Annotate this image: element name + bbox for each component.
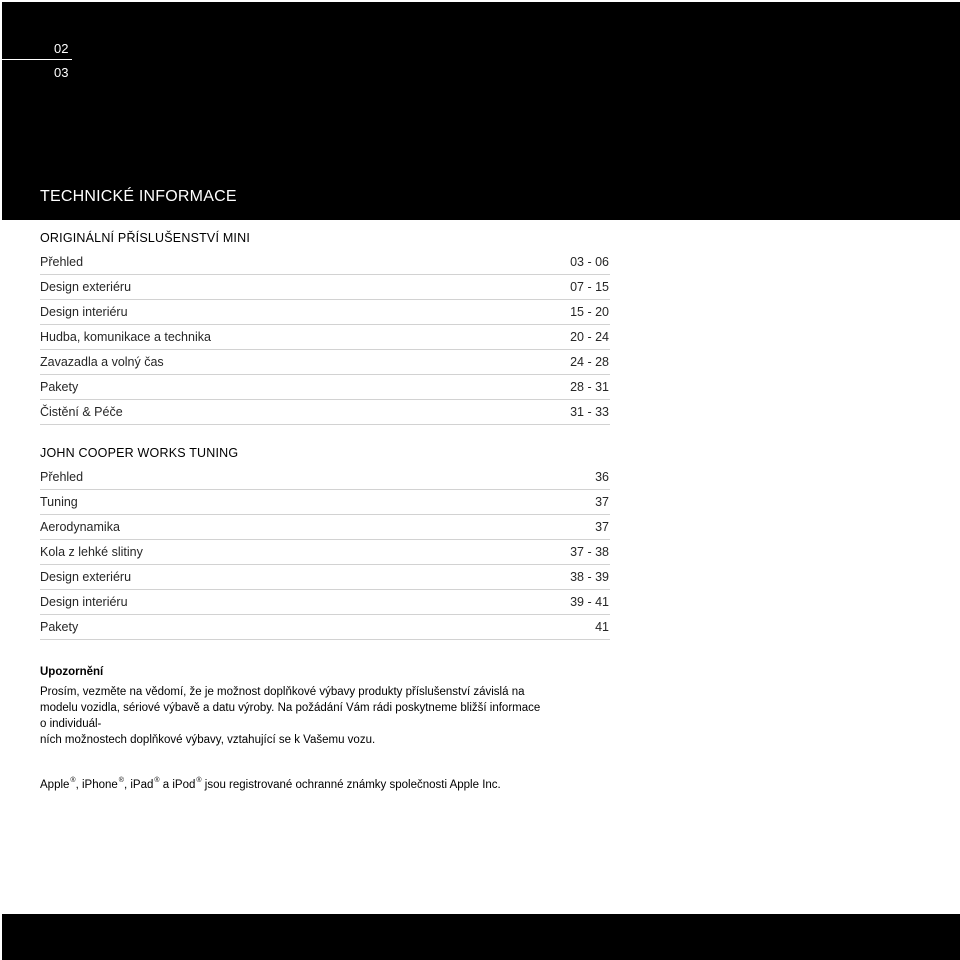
trademark-apple: Apple: [40, 779, 70, 791]
registered-mark: ®: [196, 777, 202, 784]
trademark-iphone: iPhone: [81, 779, 118, 791]
toc-label: Hudba, komunikace a technika: [40, 330, 211, 344]
toc-label: Pakety: [40, 620, 79, 634]
trademark-separator: ,: [75, 779, 82, 791]
toc-row: [40, 250, 610, 275]
toc-pages: 36: [595, 470, 609, 484]
toc-pages: 07 - 15: [570, 280, 609, 294]
notice-title: Upozornění: [40, 666, 104, 678]
toc-label: Čistění & Péče: [40, 405, 123, 419]
toc-pages: 24 - 28: [570, 355, 609, 369]
toc-section-mini: [40, 226, 610, 425]
toc-label: Design interiéru: [40, 595, 128, 609]
toc-pages: 37 - 38: [570, 545, 609, 559]
toc-row: [40, 490, 610, 515]
section-heading: JOHN COOPER WORKS TUNING: [40, 446, 239, 460]
registered-mark: ®: [70, 777, 76, 784]
notice-line: ních možnostech doplňkové výbavy, vztahující se k Vašemu vozu.: [40, 734, 376, 746]
toc-row: [40, 400, 610, 425]
toc-label: Pakety: [40, 380, 79, 394]
toc-row: [40, 590, 610, 615]
toc-pages: 28 - 31: [570, 380, 609, 394]
toc-row: [40, 515, 610, 540]
toc-label: Tuning: [40, 495, 78, 509]
toc-row: [40, 375, 610, 400]
trademark-ipad: iPad: [130, 779, 154, 791]
notice-block: [40, 664, 620, 748]
notice-body: [40, 684, 620, 748]
notice-line: modelu vozidla, sériové výbavě a datu výroby. Na požádání Vám rádi poskytneme bližší informace: [40, 702, 541, 714]
toc-label: Zavazadla a volný čas: [40, 355, 164, 369]
toc-pages: 38 - 39: [570, 570, 609, 584]
toc-row: [40, 615, 610, 640]
toc-pages: 15 - 20: [570, 305, 609, 319]
page-title: TECHNICKÉ INFORMACE: [40, 188, 237, 205]
registered-mark: ®: [154, 777, 160, 784]
toc-pages: 37: [595, 520, 609, 534]
toc-pages: 39 - 41: [570, 595, 609, 609]
toc-row: [40, 325, 610, 350]
toc-row: [40, 350, 610, 375]
registered-mark: ®: [118, 777, 124, 784]
toc-pages: 31 - 33: [570, 405, 609, 419]
notice-line: Prosím, vezměte na vědomí, že je možnost doplňkové výbavy produkty příslušenství závislá na: [40, 686, 525, 698]
toc-label: Přehled: [40, 470, 84, 484]
toc-label: Design exteriéru: [40, 570, 132, 584]
toc-pages: 41: [595, 620, 609, 634]
trademark-conjunction: a: [159, 779, 173, 791]
trademark-text: jsou registrované ochranné známky společnosti Apple Inc.: [201, 779, 501, 791]
toc-pages: 03 - 06: [570, 255, 609, 269]
toc-row: [40, 565, 610, 590]
toc-row: [40, 300, 610, 325]
toc-row: [40, 465, 610, 490]
toc-section-jcw: [40, 441, 610, 640]
toc-pages: 37: [595, 495, 609, 509]
page-number-right: 03: [54, 65, 69, 80]
toc-label: Design exteriéru: [40, 280, 132, 294]
trademark-ipod: iPod: [172, 779, 196, 791]
section-heading: ORIGINÁLNÍ PŘÍSLUŠENSTVÍ MINI: [40, 231, 251, 245]
trademark-separator: ,: [123, 779, 131, 791]
toc-label: Kola z lehké slitiny: [40, 545, 143, 559]
toc-row: [40, 540, 610, 565]
toc-row: [40, 275, 610, 300]
page-number-left: 02: [54, 41, 69, 56]
notice-line: o individuál-: [40, 718, 102, 730]
toc-label: Aerodynamika: [40, 520, 120, 534]
footer-band: [2, 914, 960, 960]
page-number-divider: [2, 59, 72, 60]
trademark-notice: [40, 777, 640, 791]
toc-pages: 20 - 24: [570, 330, 609, 344]
toc-label: Design interiéru: [40, 305, 128, 319]
toc-label: Přehled: [40, 255, 84, 269]
